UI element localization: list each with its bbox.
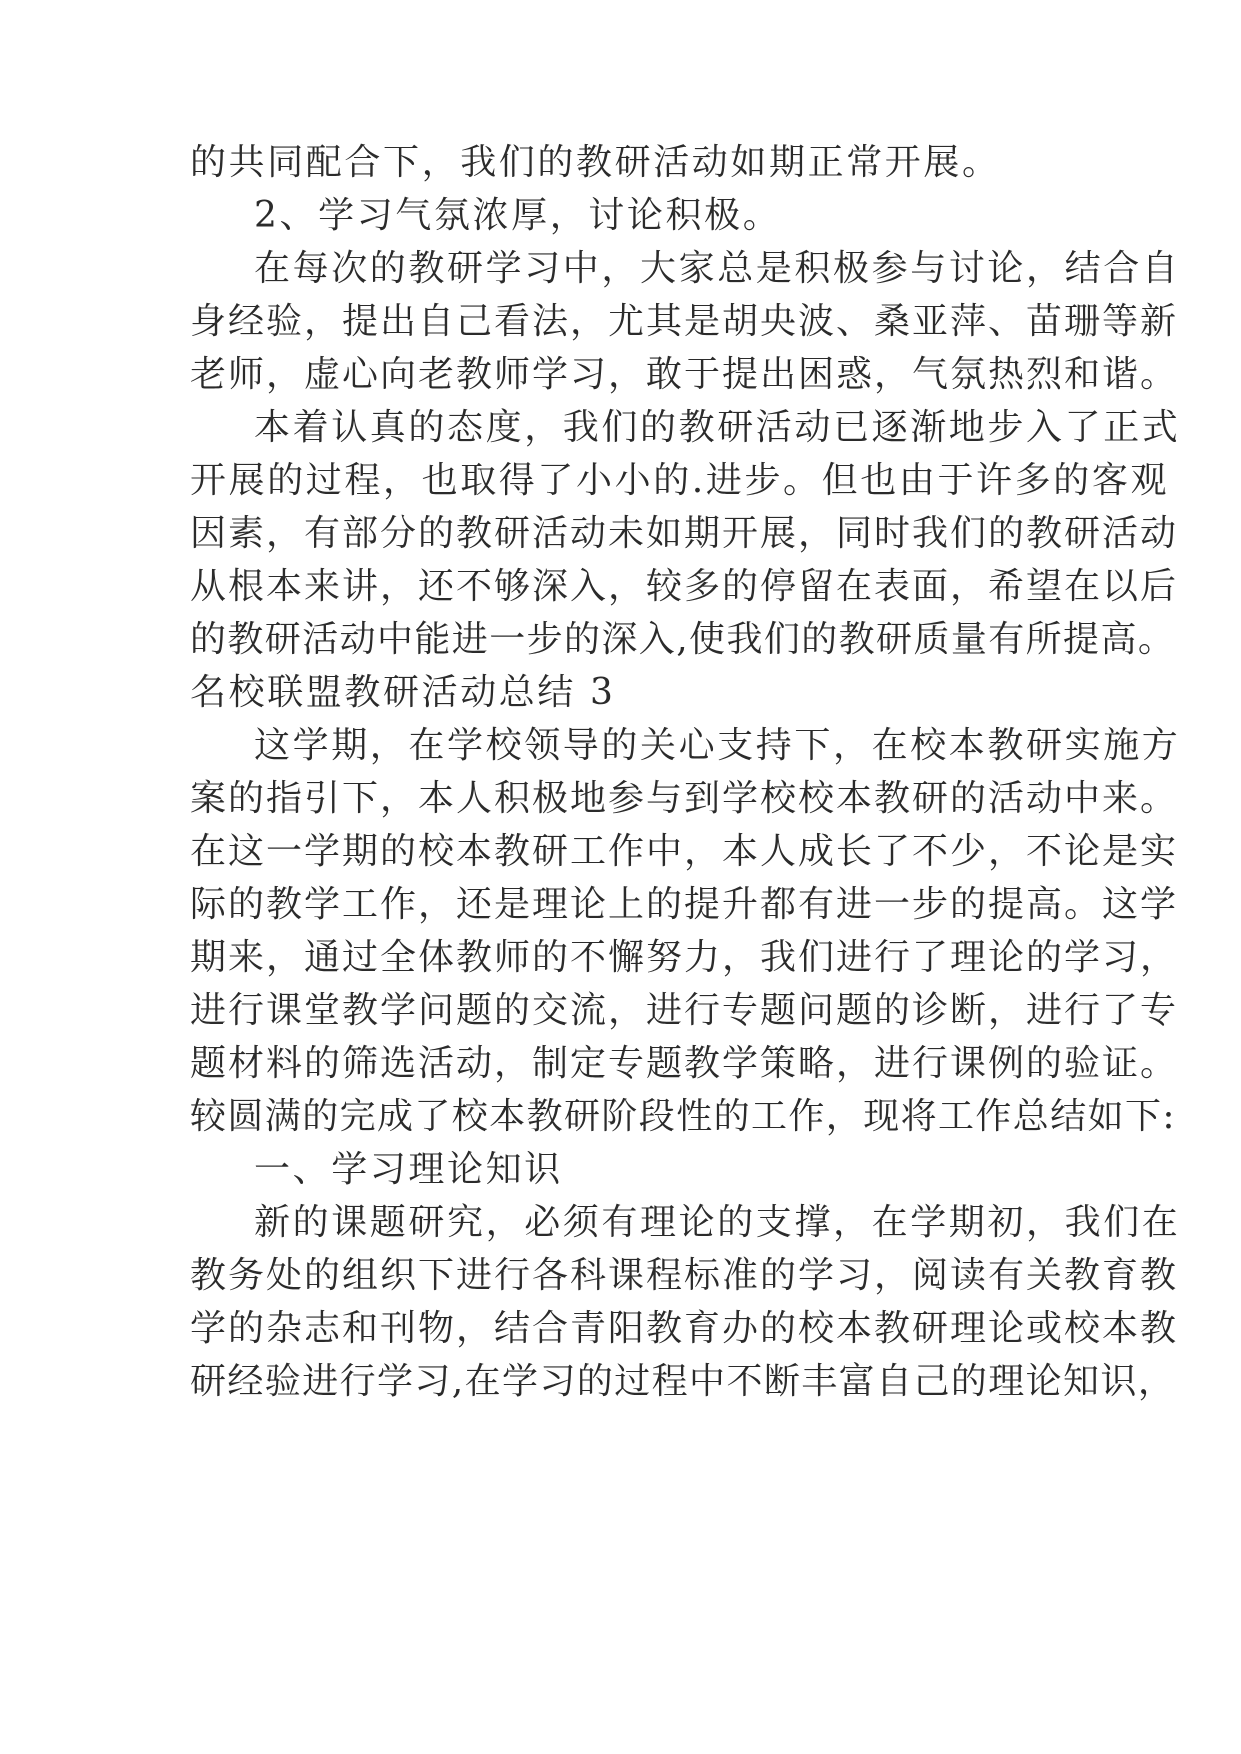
text-line: 老师，虚心向老教师学习，敢于提出困惑，气氛热烈和谐。 — [190, 354, 1179, 395]
subheading: 一、学习理论知识 — [254, 1149, 563, 1190]
text-line: 研经验进行学习,在学习的过程中不断丰富自己的理论知识， — [190, 1361, 1176, 1402]
text-line: 新的课题研究，必须有理论的支撑，在学期初，我们在 — [254, 1202, 1181, 1243]
text-line: 这学期，在学校领导的关心支持下，在校本教研实施方 — [254, 725, 1181, 766]
text-line: 在这一学期的校本教研工作中，本人成长了不少，不论是实 — [190, 831, 1179, 872]
text-line: 题材料的筛选活动，制定专题教学策略，进行课例的验证。 — [190, 1043, 1179, 1084]
text-line: 教务处的组织下进行各科课程标准的学习，阅读有关教育教 — [190, 1255, 1179, 1296]
text-line: 期来，通过全体教师的不懈努力，我们进行了理论的学习， — [190, 937, 1179, 978]
section-heading: 名校联盟教研活动总结 3 — [190, 672, 616, 713]
text-line: 学的杂志和刊物，结合青阳教育办的校本教研理论或校本教 — [190, 1308, 1179, 1349]
text-line: 的教研活动中能进一步的深入,使我们的教研质量有所提高。 — [190, 619, 1176, 660]
text-line: 从根本来讲，还不够深入，较多的停留在表面，希望在以后 — [190, 566, 1179, 607]
text-line: 2、学习气氛浓厚，讨论积极。 — [254, 195, 782, 236]
text-line: 开展的过程，也取得了小小的.进步。但也由于许多的客观 — [190, 460, 1170, 501]
text-line: 在每次的教研学习中，大家总是积极参与讨论，结合自 — [254, 248, 1181, 289]
text-line: 身经验，提出自己看法，尤其是胡央波、桑亚萍、苗珊等新 — [190, 301, 1179, 342]
text-line: 案的指引下，本人积极地参与到学校校本教研的活动中来。 — [190, 778, 1179, 819]
text-line: 的共同配合下，我们的教研活动如期正常开展。 — [190, 142, 1001, 183]
text-line: 际的教学工作，还是理论上的提升都有进一步的提高。这学 — [190, 884, 1179, 925]
text-line: 较圆满的完成了校本教研阶段性的工作，现将工作总结如下: — [190, 1096, 1176, 1137]
text-line: 本着认真的态度，我们的教研活动已逐渐地步入了正式 — [254, 407, 1181, 448]
text-line: 进行课堂教学问题的交流，进行专题问题的诊断，进行了专 — [190, 990, 1179, 1031]
text-line: 因素，有部分的教研活动未如期开展，同时我们的教研活动 — [190, 513, 1179, 554]
